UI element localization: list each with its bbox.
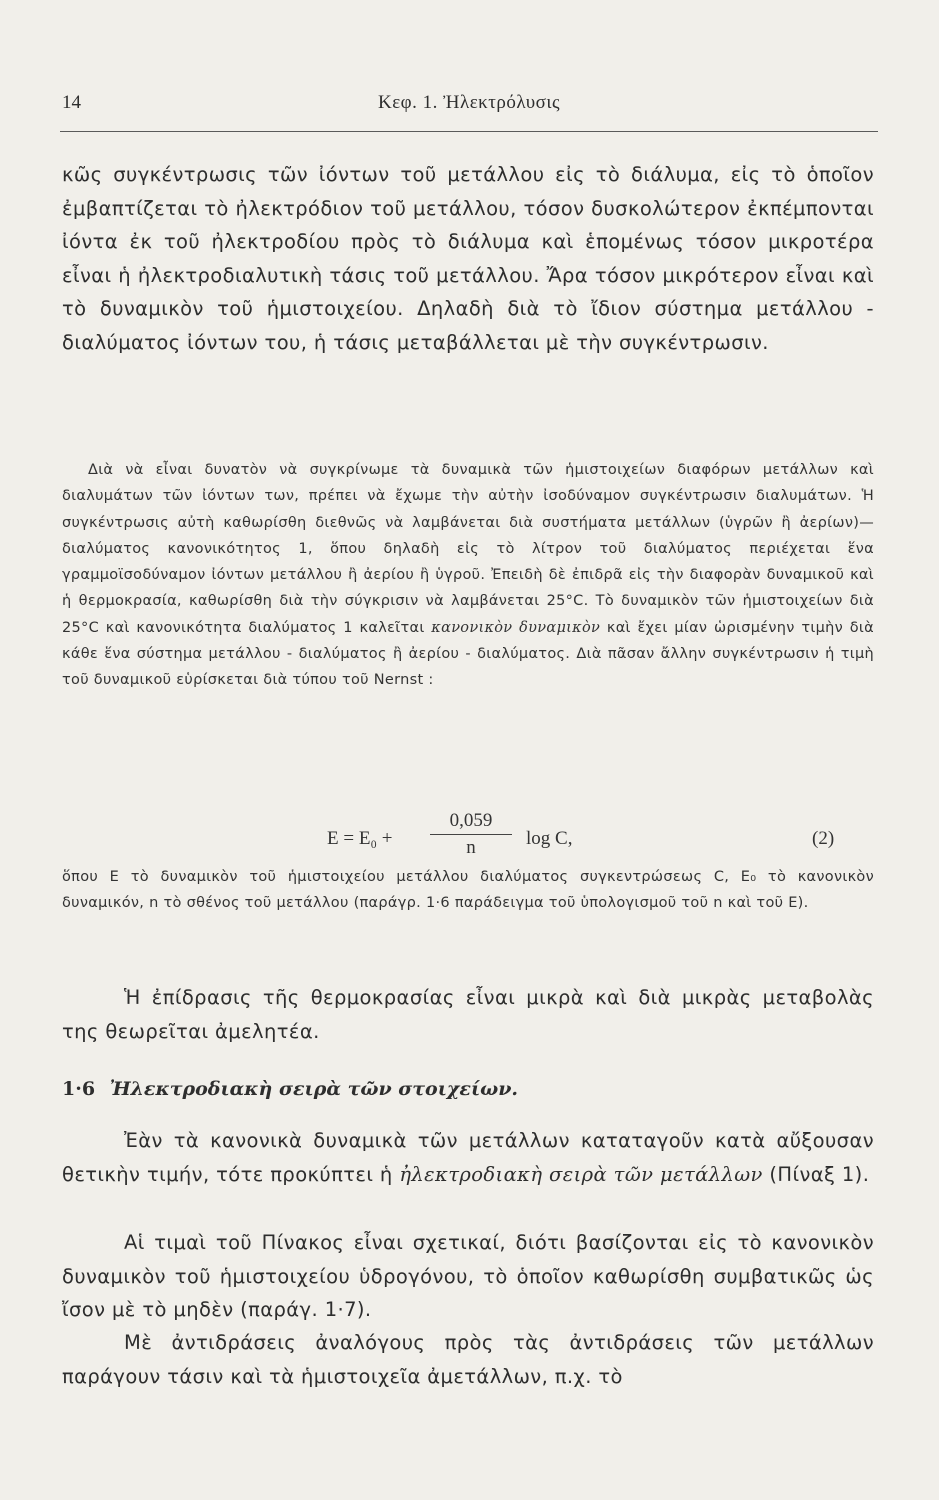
paragraph-temperature: Ἡ ἐπίδρασις τῆς θερμοκρασίας εἶναι μικρὰ καὶ διὰ μικρὰς μεταβολὰς της θεωρεῖται ἀμελητέα.: [62, 986, 874, 1043]
paragraph-electrode-series: [62, 1124, 874, 1191]
fraction-bar: [430, 834, 512, 835]
italic-term: κανονικὸν δυναμικὸν: [431, 619, 601, 636]
paragraph-relative-values: Αἱ τιμαὶ τοῦ Πίνακος εἶναι σχετικαί, διότι βασίζονται εἰς τὸ κανονικὸν δυναμικὸν τοῦ ἡμιστοιχείου ὑδρογόνου, τὸ ὁποῖον καθωρίσθη συμβατικῶς ὡς ἴσον μὲ τὸ μηδὲν (παράγ. 1·7).: [62, 1231, 874, 1321]
italic-term: ἠλεκτροδιακὴ σειρὰ τῶν μετάλλων: [399, 1162, 763, 1186]
paragraph-continuation: κῶς συγκέντρωσις τῶν ἰόντων τοῦ μετάλλου εἰς τὸ διάλυμα, εἰς τὸ ὁποῖον ἐμβαπτίζεται τὸ ἠλεκτρόδιον τοῦ μετάλλου, τόσον δυσκολώτερον ἐκπέμπονται ἰόντα ἐκ τοῦ ἠλεκτροδίου πρὸς τὸ διάλυμα καὶ ἑπομένως τόσον μικροτέρα εἶναι ἡ ἠλεκτροδιαλυτικὴ τάσις τοῦ μετάλλου. Ἄρα τόσον μικρότερον εἶναι καὶ τὸ δυναμικὸν τοῦ ἡμιστοιχείου. Δηλαδὴ διὰ τὸ ἴδιον σύστημα μετάλλου - διαλύματος ἰόντων του, ἡ τάσις μεταβάλλεται μὲ τὴν συγκέντρωσιν.: [62, 163, 874, 354]
page-number: 14: [62, 92, 81, 113]
equation-fraction: [430, 810, 512, 859]
header-rule: [60, 131, 878, 132]
running-head: Κεφ. 1. Ἠλεκτρόλυσις: [377, 92, 561, 113]
equation-lhs: E = E₀ +: [327, 828, 393, 849]
paragraph-text: καὶ ἔχει μίαν ὡρισμένην τιμὴν διὰ κάθε ἕνα σύστημα μετάλλου - διαλύματος ἢ ἀερίου - διαλύματος. Διὰ πᾶσαν ἄλλην συγκέντρωσιν ἡ τιμὴ τοῦ δυναμικοῦ εὑρίσκεται διὰ τύπου τοῦ Nernst :: [62, 619, 874, 689]
equation-rhs: log C,: [526, 828, 573, 849]
paragraph-text: Διὰ νὰ εἶναι δυνατὸν νὰ συγκρίνωμε τὰ δυναμικὰ τῶν ἡμιστοιχείων διαφόρων μετάλλων καὶ διαλυμάτων τῶν ἰόντων των, πρέπει νὰ ἔχωμε τὴν αὐτὴν ἰσοδύναμον συγκέντρωσιν διαλυμάτων. Ἡ συγκέντρωσις αὐτὴ καθωρίσθη διεθνῶς νὰ λαμβάνεται διὰ συστήματα μετάλλων (ὑγρῶν ἢ ἀερίων)— διαλύματος κανονικότητος 1, ὅπου δηλαδὴ εἰς τὸ λίτρον τοῦ διαλύματος περιέχεται ἕνα γραμμοϊσοδύναμον ἰόντων μετάλλου ἢ ἀερίου ἢ ὑγροῦ. Ἐπειδὴ δὲ ἐπιδρᾶ εἰς τὴν διαφορὰν δυναμικοῦ καὶ ἡ θερμοκρασία, καθωρίσθη διὰ τὴν σύγκρισιν νὰ λαμβάνεται 25°C. Τὸ δυναμικὸν τῶν ἡμιστοιχείων διὰ 25°C καὶ κανονικότητα διαλύματος 1 καλεῖται: [62, 462, 874, 636]
fraction-numerator: 0,059: [449, 810, 493, 831]
section-title: Ἠλεκτροδιακὴ σειρὰ τῶν στοιχείων.: [109, 1078, 519, 1100]
paragraph-equation-terms: ὅπου E τὸ δυναμικὸν τοῦ ἡμιστοιχείου μετάλλου διαλύματος συγκεντρώσεως C, E₀ τὸ κανονικὸν δυναμικόν, n τὸ σθένος τοῦ μετάλλου (παράγρ. 1·6 παράδειγμα τοῦ ὑπολογισμοῦ τοῦ n καὶ τοῦ E).: [62, 869, 874, 912]
paragraph-text: (Πίναξ 1).: [769, 1162, 870, 1186]
section-number: 1·6: [62, 1078, 96, 1100]
paragraph-text: Ἐὰν τὰ κανονικὰ δυναμικὰ τῶν μετάλλων καταταγοῦν κατὰ αὔξουσαν θετικὴν τιμήν, τότε προκύπτει ἡ: [62, 1129, 874, 1186]
section-heading: [62, 1078, 874, 1100]
equation-number: (2): [812, 828, 835, 849]
paragraph-standard-potential: [62, 457, 874, 694]
fraction-denominator: n: [466, 837, 476, 858]
nernst-equation: [0, 806, 939, 866]
paragraph-nonmetals: Μὲ ἀντιδράσεις ἀναλόγους πρὸς τὰς ἀντιδράσεις τῶν μετάλλων παράγουν τάσιν καὶ τὰ ἡμιστοιχεῖα ἀμετάλλων, π.χ. τὸ: [62, 1331, 874, 1388]
page-header: [62, 92, 876, 122]
